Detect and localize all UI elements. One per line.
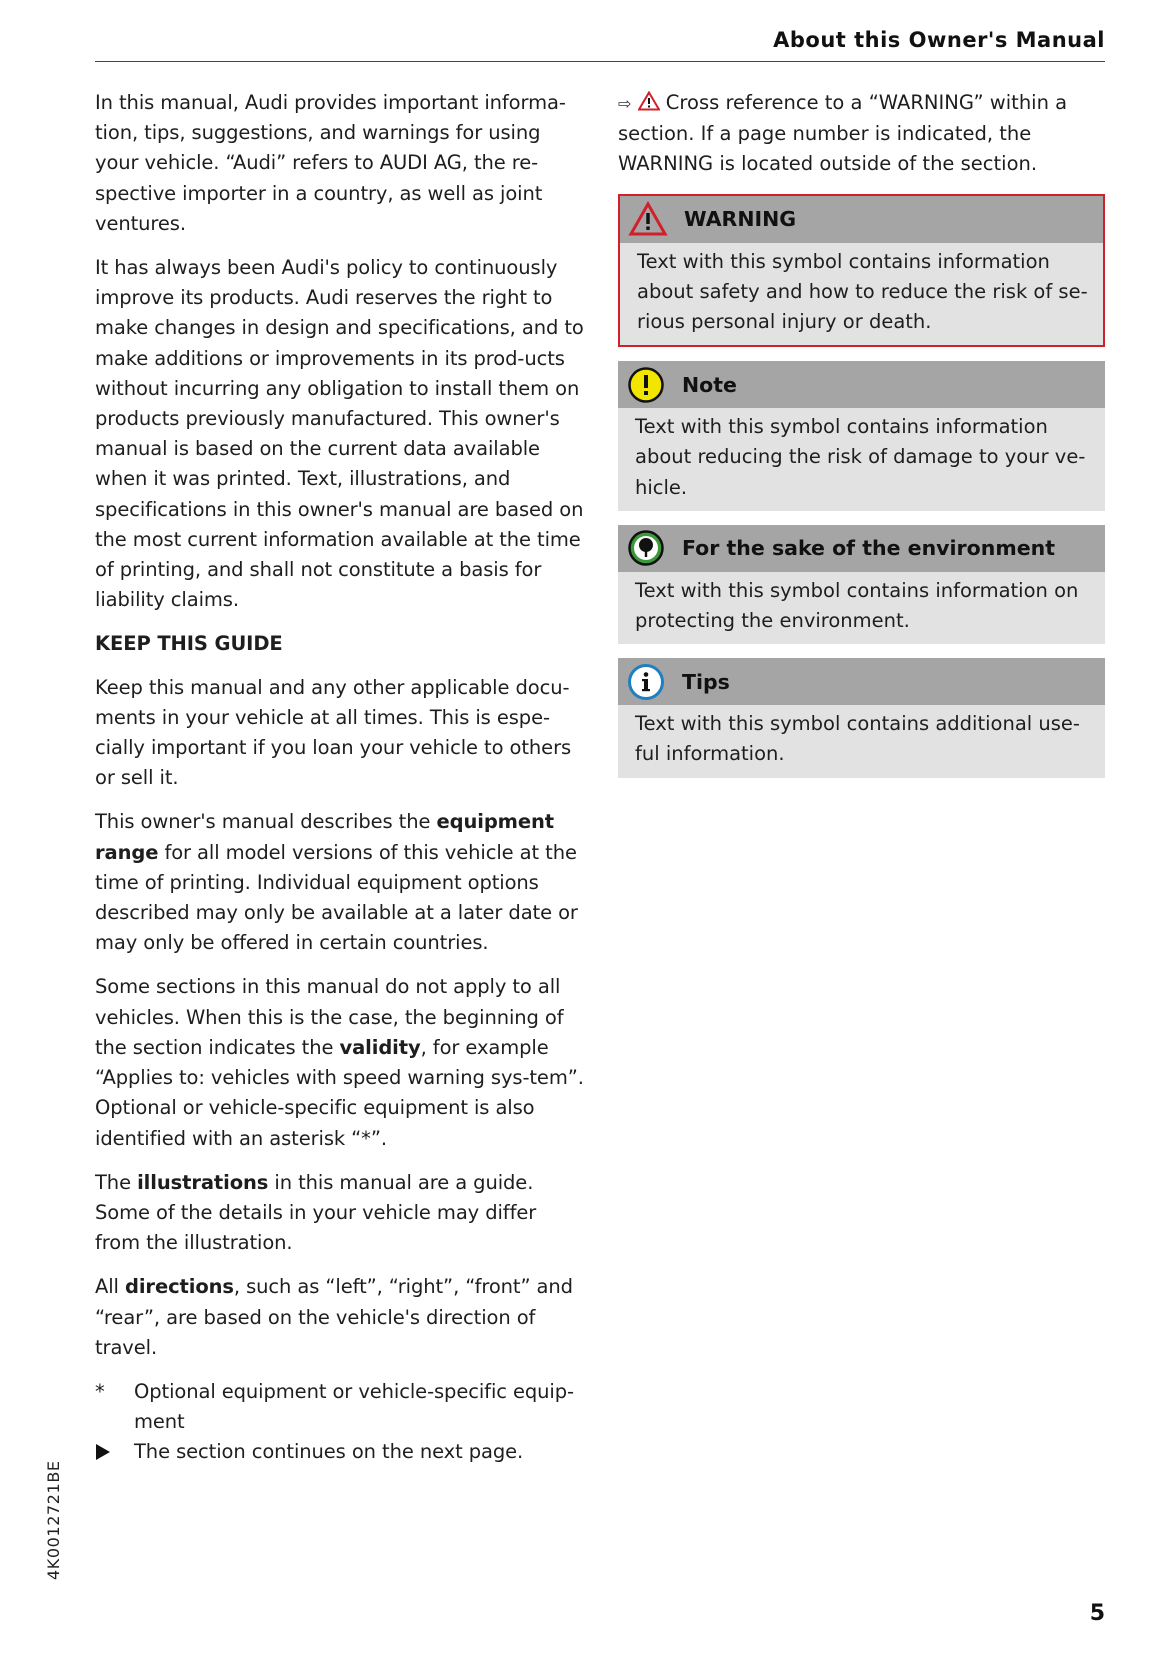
tips-box-header <box>618 658 1105 705</box>
document-code: 4K0012721BE <box>44 1460 63 1580</box>
warning-body: Text with this symbol contains information about safety and how to reduce the risk of se-rious personal injury or death. <box>637 249 1088 334</box>
warning-box <box>618 194 1105 348</box>
note-title: Note <box>682 372 737 397</box>
asterisk-mark: * <box>95 1379 105 1403</box>
asterisk-text: Optional equipment or vehicle-specific equip-ment <box>134 1379 574 1434</box>
arrow-right-icon: ⇨ <box>618 94 632 113</box>
environment-title: For the sake of the environment <box>682 536 1056 561</box>
validity-paragraph: Some sections in this manual do not apply to all vehicles. When this is the case, the beginning of the section indicates the validity, for example “Applies to: vehicles with speed warning sys-tem”. Optional or vehicle-specific equipment is also identified with an asterisk “*”. <box>95 975 584 1150</box>
tips-box <box>618 658 1105 777</box>
warning-triangle-icon <box>628 201 668 237</box>
keep-guide-paragraph: Keep this manual and any other applicable docu-ments in your vehicle at all times. This is espe-cially important if you loan your vehicle to others or sell it. <box>95 675 572 790</box>
tips-body: Text with this symbol contains additional use-ful information. <box>635 712 1080 766</box>
directions-paragraph: All directions, such as “left”, “right”, “front” and “rear”, are based on the vehicle's direction of travel. <box>95 1275 573 1359</box>
illustrations-paragraph: The illustrations in this manual are a guide. Some of the details in your vehicle may differ from the illustration. <box>95 1170 537 1255</box>
page-header-title: About this Owner's Manual <box>773 28 1105 52</box>
intro-paragraph: In this manual, Audi provides important informa-tion, tips, suggestions, and warnings for using your vehicle. “Audi” refers to AUDI AG, the re-spective importer in a country, as well as joint ventures. <box>95 91 566 235</box>
equipment-paragraph: This owner's manual describes the equipment range for all model versions of this vehicle at the time of printing. Individual equipment options described may only be available at a later date or may only be offered in certain countries. <box>95 810 578 955</box>
left-column <box>95 88 585 1470</box>
tips-info-icon <box>627 663 665 701</box>
warning-box-header <box>620 196 1103 243</box>
footnote-asterisk <box>95 1377 585 1437</box>
warning-title: WARNING <box>684 207 797 231</box>
note-box-header <box>618 361 1105 408</box>
header-divider <box>95 61 1105 62</box>
policy-paragraph: It has always been Audi's policy to continuously improve its products. Audi reserves the right to make changes in design and specifications, and to make additions or improvements in its prod-ucts without incurring any obligation to install them on products previously manufactured. This owner's manual is based on the current data available when it was printed. Text, illustrations, and specifications in this owner's manual are based on the most current information available at the time of printing, and shall not constitute a basis for liability claims. <box>95 256 584 612</box>
page-number: 5 <box>1089 1601 1105 1626</box>
environment-box-header <box>618 525 1105 572</box>
footnote-continue <box>95 1437 585 1469</box>
cross-reference-paragraph: ⇨ Cross reference to a “WARNING” within a section. If a page number is indicated, the WARNING is located outside of the section. <box>618 91 1068 176</box>
legend-footnotes <box>95 1377 585 1470</box>
continue-text: The section continues on the next page. <box>134 1440 524 1464</box>
keep-guide-heading: KEEP THIS GUIDE <box>95 632 283 656</box>
right-column <box>618 88 1105 792</box>
warning-triangle-icon <box>638 91 660 111</box>
continue-arrow-icon <box>96 1444 110 1460</box>
environment-tree-icon <box>627 529 665 567</box>
note-exclamation-icon <box>627 366 665 404</box>
note-body: Text with this symbol contains information about reducing the risk of damage to your ve-hicle. <box>635 415 1086 499</box>
environment-box <box>618 525 1105 644</box>
tips-title: Tips <box>682 669 730 694</box>
note-box <box>618 361 1105 511</box>
environment-body: Text with this symbol contains information on protecting the environment. <box>635 578 1079 633</box>
